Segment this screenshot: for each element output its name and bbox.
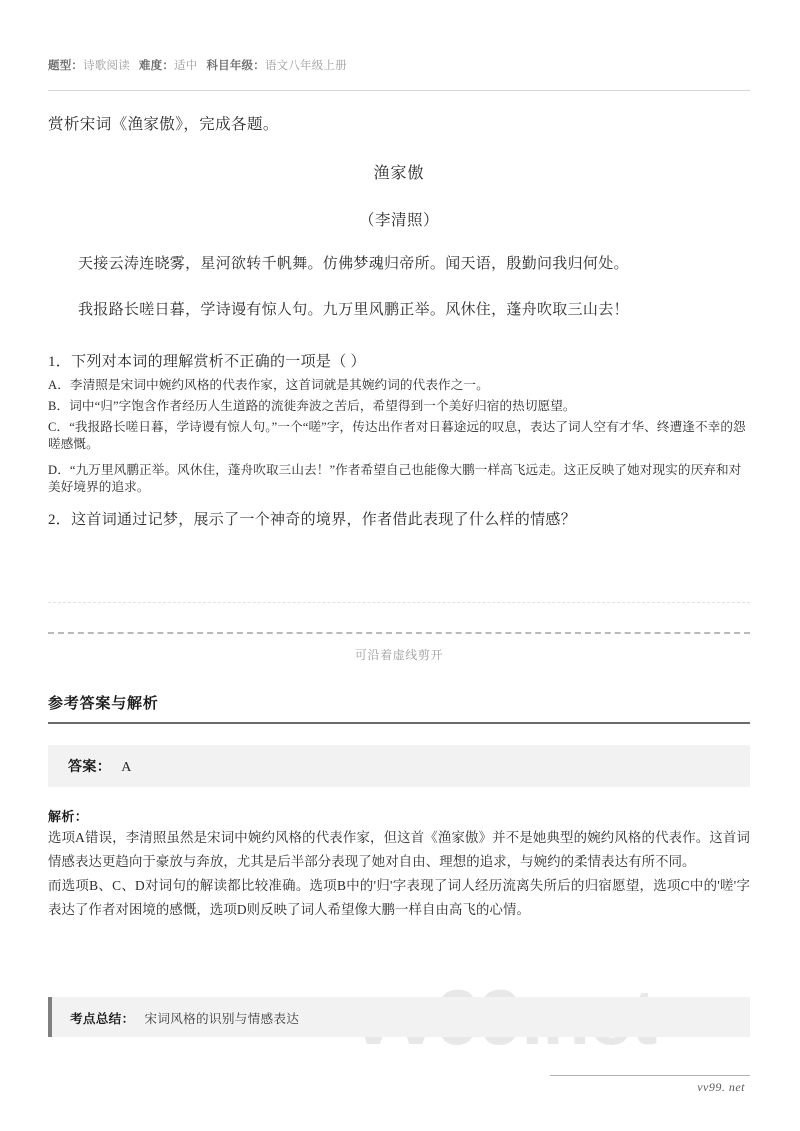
- explanation-paragraph: 选项A错误，李清照虽然是宋词中婉约风格的代表作家，但这首《渔家傲》并不是她典型的婉约风格的代表作。这首词情感表达更趋向于豪放与奔放，尤其是后半部分表现了她对自由、理想的追求，与婉约的柔情表达有所不同。: [48, 830, 750, 869]
- difficulty-value: 适中: [174, 60, 198, 72]
- subject-grade-value: 语文八年级上册: [264, 60, 347, 72]
- footer-divider: [550, 1075, 750, 1076]
- cut-line-dashed: [48, 632, 750, 634]
- poem-line: 我报路长嗟日暮，学诗谩有惊人句。九万里风鹏正举。风休住，蓬舟吹取三山去！: [78, 302, 629, 318]
- answer-section-heading: 参考答案与解析: [48, 696, 159, 712]
- question-1-option-d: D．“九万里风鹏正举。风休住，蓬舟吹取三山去！”作者希望自己也能像大鹏一样高飞远走。这正反映了她对现实的厌弃和对美好境界的追求。: [48, 463, 742, 494]
- question-1-option-c: C．“我报路长嗟日暮，学诗谩有惊人句。”一个“嗟”字，传达出作者对日暮途远的叹息，表达了词人空有才华、终遭逢不幸的怨嗟感慨。: [48, 420, 746, 451]
- subject-grade-label: 科目年级：: [206, 60, 265, 72]
- answer-section-divider: [48, 722, 750, 724]
- exercise-prompt: 赏析宋词《渔家傲》，完成各题。: [48, 116, 279, 133]
- question-type-label: 题型：: [48, 60, 84, 72]
- header-meta: [48, 57, 750, 73]
- poem-author: （李清照）: [358, 212, 439, 229]
- question-1-option-a: A．李清照是宋词中婉约风格的代表作家，这首词就是其婉约词的代表作之一。: [48, 378, 489, 392]
- question-1-option-b: B．词中“归”字饱含作者经历人生道路的流徙奔波之苦后，希望得到一个美好归宿的热切愿望。: [48, 399, 576, 413]
- cut-line-label: 可沿着虚线剪开: [354, 648, 444, 662]
- explanation-body: [48, 826, 750, 922]
- cut-line-thin: [48, 602, 750, 603]
- poem-title: 渔家傲: [373, 165, 425, 182]
- key-point-box: [48, 997, 750, 1037]
- key-point-value: 宋词风格的识别与情感表达: [144, 1012, 300, 1026]
- answer-box: [48, 745, 750, 787]
- answer-value: A: [121, 760, 132, 775]
- answer-box-content: [68, 756, 131, 776]
- footer-site: vv99. net: [697, 1080, 745, 1094]
- question-type-value: 诗歌阅读: [83, 60, 130, 72]
- question-2-stem: 2．这首词通过记梦，展示了一个神奇的境界，作者借此表现了什么样的情感？: [48, 512, 577, 528]
- difficulty-label: 难度：: [138, 60, 175, 72]
- poem-line: 天接云涛连晓雾，星河欲转千帆舞。仿佛梦魂归帝所。闻天语，殷勤问我归何处。: [78, 256, 629, 272]
- question-1-stem: 1．下列对本词的理解赏析不正确的一项是（ ）: [48, 354, 366, 370]
- explanation-label: 解析：: [48, 809, 89, 824]
- key-point-label: 考点总结：: [70, 1012, 135, 1026]
- key-point-content: [70, 1008, 299, 1027]
- answer-label: 答案：: [68, 760, 112, 775]
- header-divider: [48, 90, 750, 91]
- explanation-paragraph: 而选项B、C、D对词句的解读都比较准确。选项B中的'归'字表现了词人经历流离失所后的归宿愿望，选项C中的'嗟'字表达了作者对困境的感慨，选项D则反映了词人希望像大鹏一样自由高飞的心情。: [48, 878, 750, 917]
